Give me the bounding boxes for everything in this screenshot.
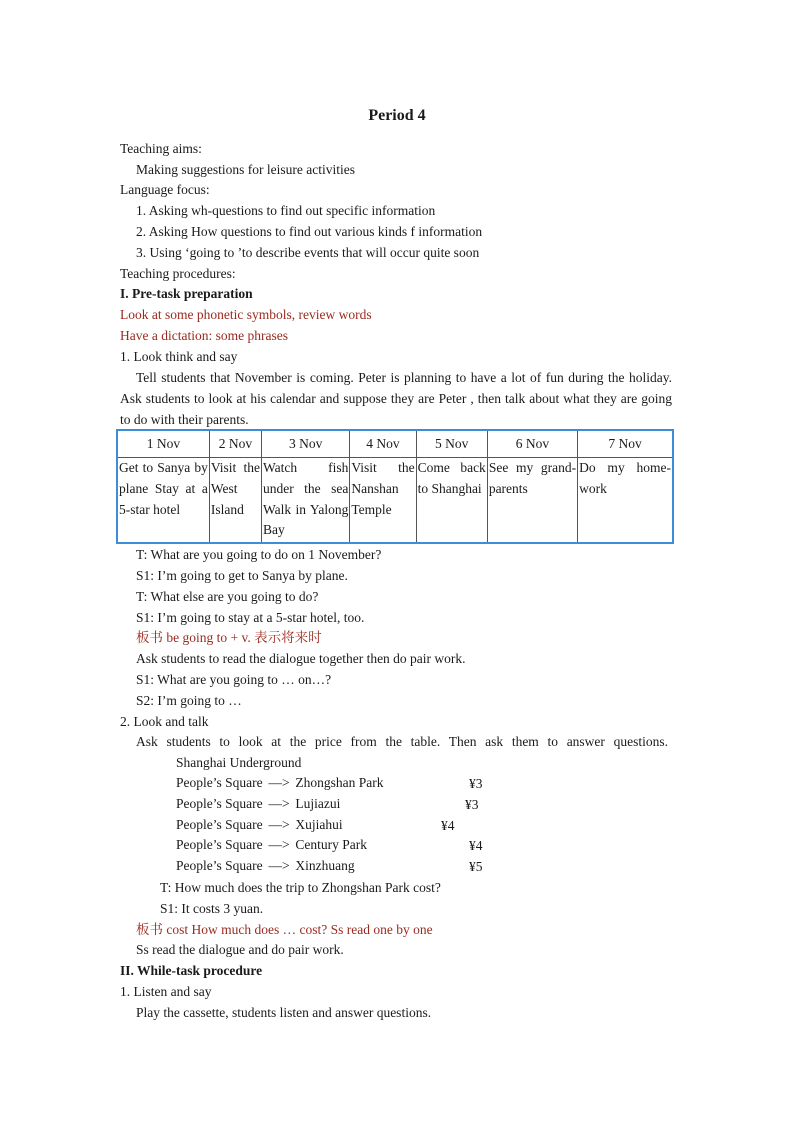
fare-from: People’s Square [176,817,263,832]
table-cell: See my grand-parents [487,458,577,544]
red-note-dictation: Have a dictation: some phrases [120,328,288,343]
fare-to: Lujiazui [295,796,341,811]
table-cell: Get to Sanya by plane Stay at a 5-star hotel [117,458,209,544]
table-header-cell: 1 Nov [117,430,209,458]
fare-row [176,775,384,791]
teaching-aims-text: Making suggestions for leisure activities [136,162,355,177]
board-note-going-to: 板书 be going to + v. 表示将来时 [136,630,322,645]
teaching-procedures-label: Teaching procedures: [120,266,236,281]
arrow-right-icon: —> [268,837,290,852]
fare-from: People’s Square [176,858,263,873]
step1-paragraph: Tell students that November is coming. Peter is planning to have a lot of fun during the holiday. Ask students to look at his calendar and suppose they are Peter , then talk about what they are going to do with their parents. [120,370,672,427]
teaching-aims-label: Teaching aims: [120,141,202,156]
dialogue-line: T: How much does the trip to Zhongshan Park cost? [160,880,441,895]
calendar-table [116,429,674,544]
step3-instruction: Play the cassette, students listen and answer questions. [136,1005,432,1020]
red-note-phonetic: Look at some phonetic symbols, review words [120,307,372,322]
dialogue-line: S1: I’m going to get to Sanya by plane. [136,568,348,583]
underground-title: Shanghai Underground [176,755,302,770]
step-title-listen-say: 1. Listen and say [120,984,212,999]
dialogue-line: S1: I’m going to stay at a 5-star hotel, too. [136,610,365,625]
table-header-cell: 3 Nov [262,430,350,458]
arrow-right-icon: —> [268,775,290,790]
dialogue-line: S1: It costs 3 yuan. [160,901,264,916]
fare-from: People’s Square [176,837,263,852]
page-title: Period 4 [368,107,426,124]
fare-price: ¥4 [469,838,483,853]
table-header-cell: 6 Nov [487,430,577,458]
table-cell: Do my home-work [578,458,673,544]
step-title-look-talk: 2. Look and talk [120,714,209,729]
fare-from: People’s Square [176,775,263,790]
fare-row [176,858,355,874]
table-header-cell: 5 Nov [416,430,487,458]
instruction-pair-work: Ask students to read the dialogue together then do pair work. [136,651,466,666]
focus-item-3: 3. Using ‘going to ’to describe events that will occur quite soon [136,245,480,260]
board-note-cost: 板书 cost How much does … cost? Ss read one by one [136,922,433,937]
table-header-cell: 2 Nov [209,430,261,458]
fare-row [176,837,367,853]
arrow-right-icon: —> [268,796,290,811]
fare-row [176,817,343,833]
fare-to: Xinzhuang [295,858,355,873]
section-heading-while-task: II. While-task procedure [120,963,263,978]
table-cell: Visit the Nanshan Temple [350,458,416,544]
fare-to: Xujiahui [295,817,343,832]
fare-price: ¥3 [465,797,479,812]
arrow-right-icon: —> [268,858,290,873]
fare-to: Century Park [295,837,367,852]
instruction-read-dialogue: Ss read the dialogue and do pair work. [136,942,344,957]
fare-price: ¥3 [469,776,483,791]
table-row [117,458,673,544]
fare-price: ¥4 [441,818,455,833]
fare-row [176,796,340,812]
table-cell: Visit the West Island [209,458,261,544]
section-heading-pre-task: I. Pre-task preparation [120,286,253,301]
table-cell: Come back to Shanghai [416,458,487,544]
dialogue-line: S2: I’m going to … [136,693,242,708]
focus-item-2: 2. Asking How questions to find out various kinds f information [136,224,483,239]
table-cell: Watch fish under the sea Walk in Yalong Bay [262,458,350,544]
step2-instruction: Ask students to look at the price from the table. Then ask them to answer questions. [136,734,668,749]
language-focus-label: Language focus: [120,182,210,197]
dialogue-line: T: What are you going to do on 1 November? [136,547,382,562]
arrow-right-icon: —> [268,817,290,832]
focus-item-1: 1. Asking wh-questions to find out specific information [136,203,436,218]
table-header-cell: 7 Nov [578,430,673,458]
dialogue-line: T: What else are you going to do? [136,589,319,604]
fare-from: People’s Square [176,796,263,811]
table-header-row [117,430,673,458]
step-title-look-think-say: 1. Look think and say [120,349,238,364]
fare-price: ¥5 [469,859,483,874]
fare-to: Zhongshan Park [295,775,384,790]
table-header-cell: 4 Nov [350,430,416,458]
dialogue-line: S1: What are you going to … on…? [136,672,332,687]
